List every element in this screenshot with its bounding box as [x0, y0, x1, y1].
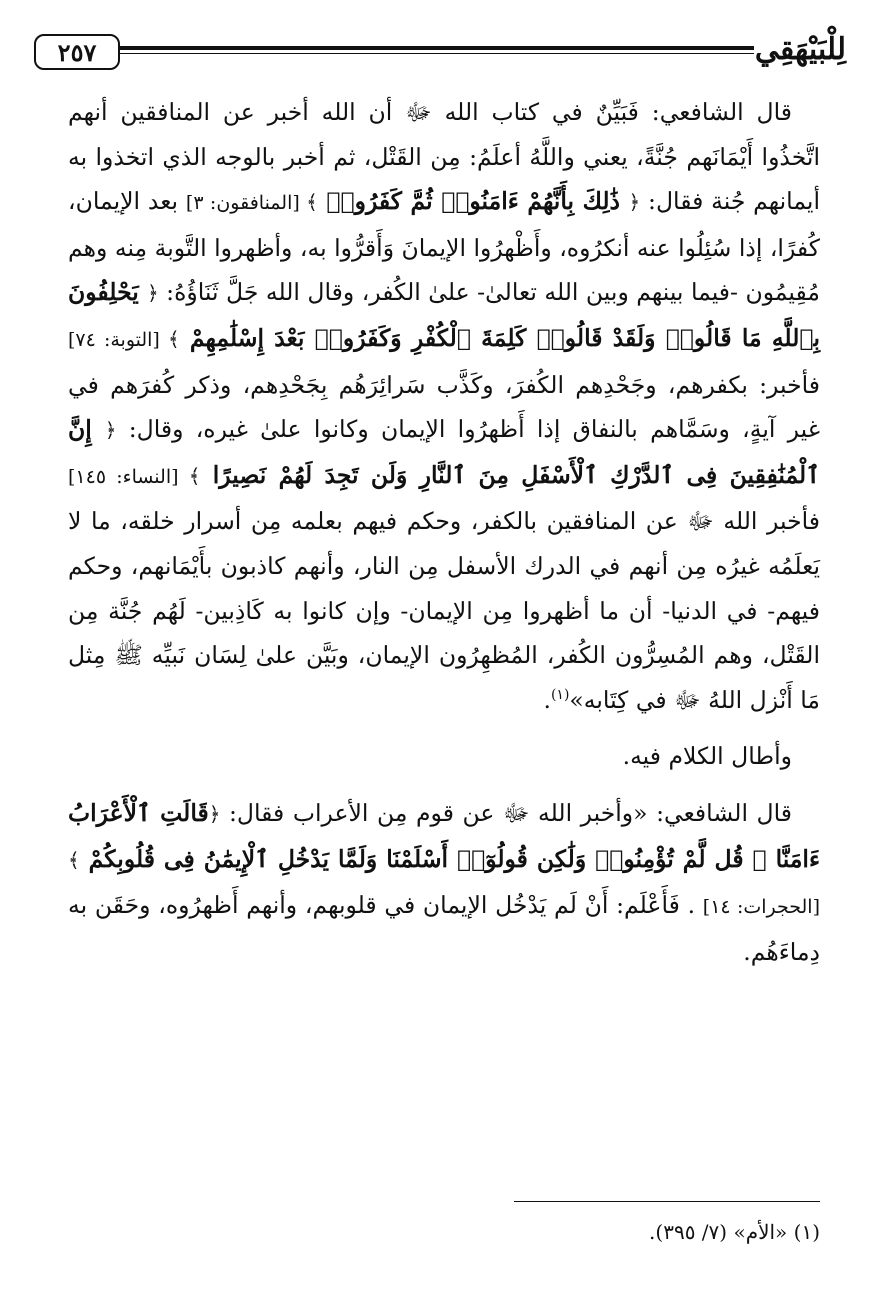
verse-reference: [النساء: ١٤٥] [68, 465, 189, 488]
text-run: قال الشافعي: فَبَيِّنٌ في كتاب الله ﷻ أن الله أخبر عن المنافقين أنهم اتَّخذُوا أَيْمَانَهم جُنَّةً، يعني واللَّهُ أعلَمُ: مِن القَتْل، ثم أخبر بالوجه الذي اتخذوا به أيمانهم جُنة فقال: [68, 98, 820, 216]
running-title: لِلْبَيْهَقِي [754, 32, 846, 67]
footnote-marker: (١) [550, 686, 570, 703]
verse-bracket: ﴾ [306, 190, 318, 215]
paragraph-gap [68, 722, 820, 734]
text-run: فأخبر: بكفرهم، وجَحْدِهم الكُفرَ، وكَذَّب سَرائِرَهُم بِجَحْدِهم، وذكر كُفرَهم في غير آيةٍ، وسَمَّاهم بالنفاق إذا أَظهرُوا الإيمان وكانوا علىٰ غيره، وقال: [68, 370, 820, 444]
verse-bracket: ﴿ [628, 190, 641, 215]
quran-verse: إِنَّ ٱلْمُنَٰفِقِينَ فِى ٱلدَّرْكِ ٱلْأَسْفَلِ مِنَ ٱلنَّارِ وَلَن تَجِدَ لَهُمْ نَصِيرًا [68, 415, 820, 489]
quran-verse: قَالَتِ ٱلْأَعْرَابُ ءَامَنَّا ۖ قُل لَّمْ تُؤْمِنُوا۟ وَلَٰكِن قُولُوٓا۟ أَسْلَمْنَا وَلَمَّا يَدْخُلِ ٱلْإِيمَٰنُ فِى قُلُوبِكُمْ [68, 798, 820, 873]
footnote-rule [514, 1201, 820, 1202]
text-run: قال الشافعي: «وأخبر الله ﷻ عن قوم مِن الأعراب فقال: [220, 798, 792, 827]
text-run: فأخبر الله ﷻ عن المنافقين بالكفر، وحكم فيهم بعلمه مِن أسرار خلقه، ما لا يَعلَمُه غيرُه مِن أنهم في الدرك الأسفل مِن النار، وأنهم كاذبون بأَيْمَانهم، وحكم فيهم- في الدنيا- أن ما أظهروا مِن الإيمان- وإن كانوا به كَاذِبين- لَهُم جُنَّة مِن القَتْل، وهم المُسِرُّون الكُفر، المُظهِرُون الإيمان، وبَيَّن علىٰ لِسَان نَبيِّه ﷺ مِثل مَا أَنْزل اللهُ ﷻ في كِتَابه» [68, 507, 820, 714]
verse-bracket: ﴾ [188, 463, 201, 488]
quran-verse: ذَٰلِكَ بِأَنَّهُمْ ءَامَنُوا۟ ثُمَّ كَفَرُوا۟ [317, 187, 629, 216]
verse-bracket: ﴾ [68, 847, 80, 872]
verse-bracket: ﴿ [208, 801, 221, 826]
paragraph-p2 [68, 734, 820, 779]
verse-bracket: ﴿ [146, 281, 159, 306]
verse-reference: [التوبة: ٧٤] [68, 328, 168, 351]
header-rule [120, 46, 754, 50]
text-run: . [543, 685, 551, 714]
text-run: بعد الإيمان، كُفرًا، إذا سُئِلُوا عنه أنكرُوه، وأَظْهرُوا الإيمانَ وَأَقرُّوا به، وأظهروا التَّوبة مِنه وهم مُقِيمُون -فيما بينهم وبين الله تعالىٰ- علىٰ الكُفر، وقال الله جَلَّ ثَنَاؤُهُ: [68, 187, 820, 307]
header-rule-thin [120, 53, 754, 54]
page-header [34, 28, 846, 84]
page-number: ٢٥٧ [34, 34, 120, 70]
paragraph-p3 [68, 791, 820, 974]
verse-reference: [المنافقون: ٣] [185, 192, 307, 215]
verse-reference: [الحجرات: ١٤] [702, 896, 821, 919]
paragraph-gap [68, 779, 820, 791]
verse-bracket: ﴿ [104, 418, 117, 443]
footnote: (١) «الأم» (٧/ ٣٩٥). [649, 1220, 820, 1244]
text-run: . فَأَعْلَم: أَنْ لَم يَدْخُل الإيمان في قلوبهم، وأنهم أَظهرُوه، وحَقَن به دِماءَهُم. [68, 891, 820, 966]
quran-verse: يَحْلِفُونَ بِٱللَّهِ مَا قَالُوا۟ وَلَقَدْ قَالُوا۟ كَلِمَةَ ٱلْكُفْرِ وَكَفَرُوا۟ بَعْدَ إِسْلَٰمِهِمْ [68, 278, 821, 352]
paragraph-p1 [68, 90, 820, 722]
text-run: وأطال الكلام فيه. [622, 742, 792, 771]
verse-bracket: ﴾ [167, 326, 180, 351]
body-text [68, 90, 820, 974]
